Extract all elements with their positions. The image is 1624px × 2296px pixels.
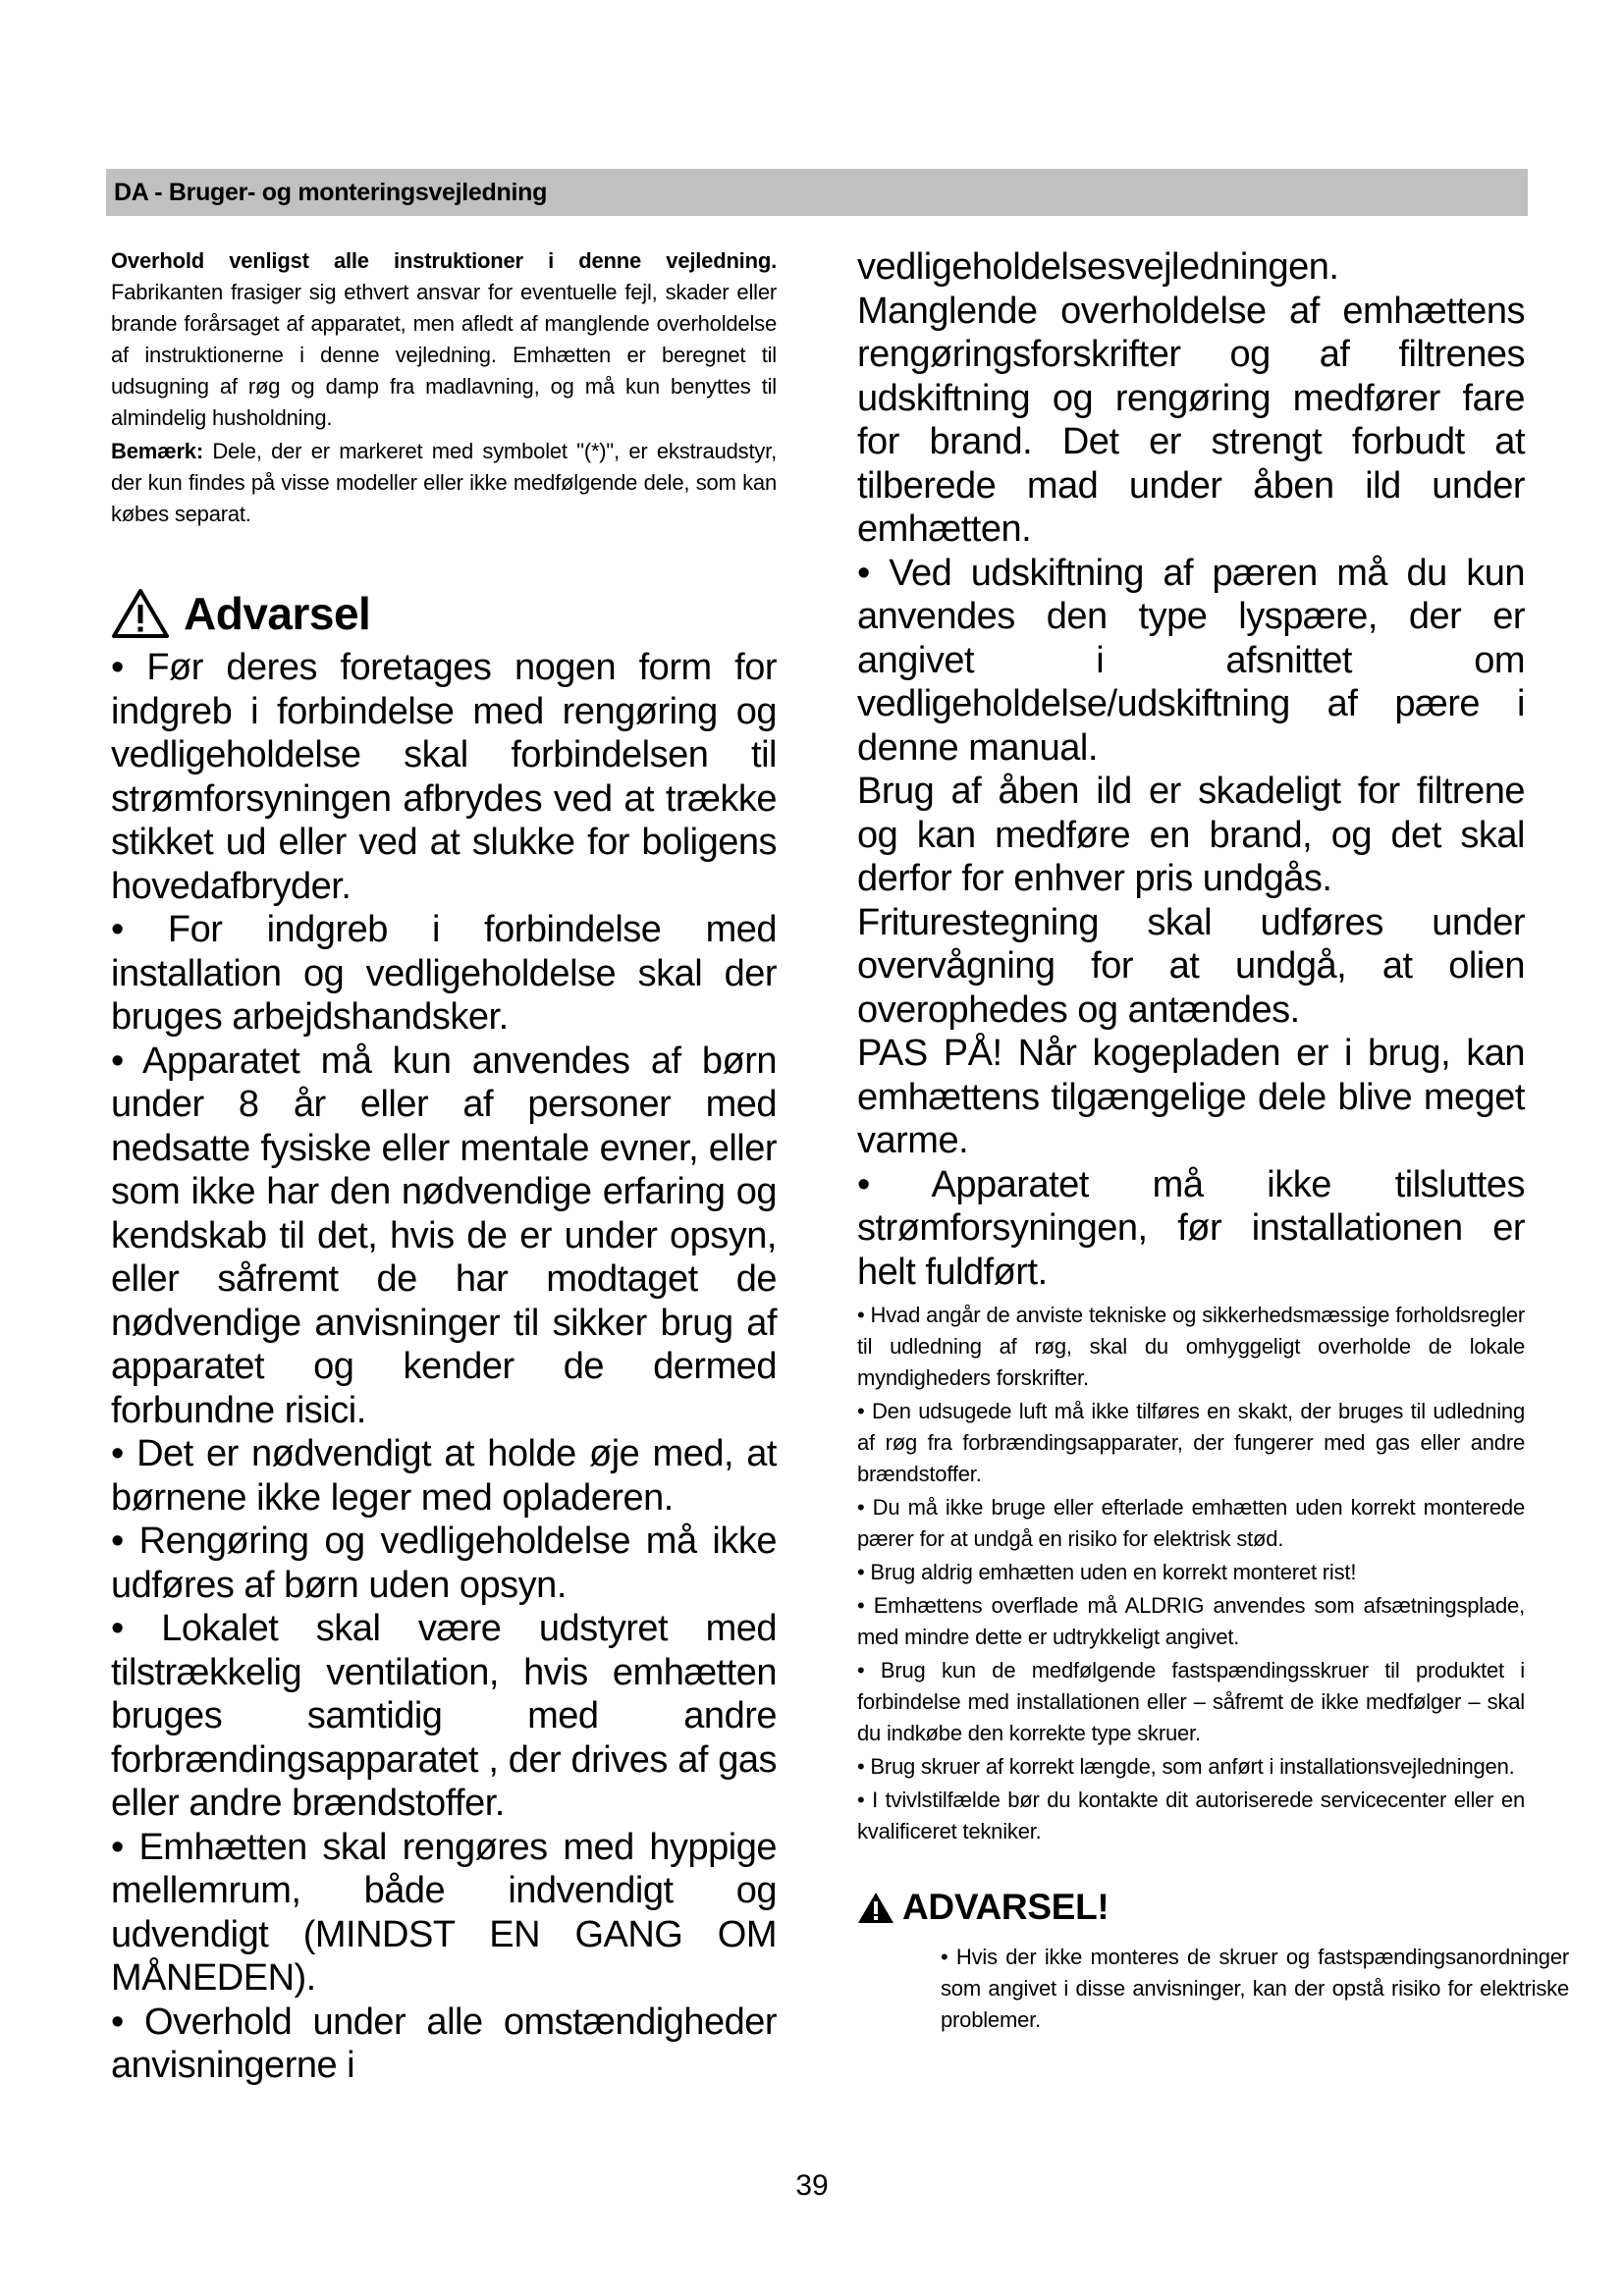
safety-item: • Hvad angår de anviste tekniske og sikkerhedsmæssige forholdsregler til udledning af røg, skal du omhyggeligt overholde de lokale myndigheders forskrifter. [857,1303,1525,1390]
section-header-bar [106,169,1528,216]
safety-item: • Brug kun de medfølgende fastspændingsskruer til produktet i forbindelse med installationen eller – såfremt de ikke medfølger – skal du indkøbe den korrekte type skruer. [857,1658,1525,1745]
warning2-title: ADVARSEL! [902,1887,1110,1927]
intro-paragraph [111,245,777,434]
warning-item: • Apparatet må kun anvendes af børn under 8 år eller af personer med nedsatte fysiske eller mentale evner, eller som ikke har den nødvendige erfaring og kendskab til det, hvis de er under opsyn, eller såfremt de har modtaget de nødvendige anvisninger til sikker brug af apparatet og kender de dermed forbundne risici. [111,1040,777,1431]
bulb-replacement-item: • Ved udskiftning af pæren må du kun anvendes den type lyspære, der er angivet i afsnittet om vedligeholdelse/udskiftning af pære i denne manual. [857,552,1525,769]
warning-item: • Det er nødvendigt at holde øje med, at børnene ikke leger med opladeren. [111,1433,777,1519]
warning-item: • Før deres foretages nogen form for indgreb i forbindelse med rengøring og vedligeholdelse skal forbindelsen til strømforsyningen afbrydes ved at trække stikket ud eller ved at slukke for boligens hovedafbryder. [111,647,777,907]
right-column [857,245,1569,2036]
warning-heading [111,587,777,640]
section-header-title: DA - Bruger- og monteringsvejledning [114,179,548,206]
warning-triangle-outline-icon [111,588,170,639]
warning-title: Advarsel [184,588,371,639]
warning-item: • Lokalet skal være udstyret med tilstrækkelig ventilation, hvis emhætten bruges samtidig med andre forbrændingsapparatet , der drives af gas eller andre brændstoffer. [111,1608,777,1824]
warning-item: • Overhold under alle omstændigheder anvisningerne i [111,2001,777,2086]
safety-item: • I tvivlstilfælde bør du kontakte dit autoriserede servicecenter eller en kvalificeret tekniker. [857,1788,1525,1843]
fire-risk-paragraph: Manglende overholdelse af emhættens rengøringsforskrifter og af filtrenes udskiftning og rengøring medfører fare for brand. Det er strengt forbudt at tilberede mad under åben ild under emhætten. [857,290,1525,550]
intro-bold-text: Overhold venligst alle instruktioner i denne vejledning. [111,248,777,273]
note-paragraph [111,436,777,530]
frying-paragraph: Friturestegning skal udføres under overvågning for at undgå, at olien overophedes og antændes. [857,901,1525,1031]
hot-parts-paragraph: PAS PÅ! Når kogepladen er i brug, kan emhættens tilgængelige dele blive meget varme. [857,1033,1525,1161]
safety-item: • Den udsugede luft må ikke tilføres en skakt, der bruges til udledning af røg fra forbrændingsapparater, der fungerer med gas eller andre brændstoffer. [857,1399,1525,1486]
safety-item: • Brug skruer af korrekt længde, som anført i installationsvejledningen. [857,1754,1515,1779]
connection-item: • Apparatet må ikke tilsluttes strømforsyningen, før installationen er helt fuldført. [857,1163,1525,1293]
note-text: Dele, der er markeret med symbolet "(*)", er ekstraudstyr, der kun findes på visse modeller eller ikke medfølgende dele, som kan købes separat. [111,439,777,526]
warning-item: • Rengøring og vedligeholdelse må ikke udføres af børn uden opsyn. [111,1521,777,1606]
safety-item: • Brug aldrig emhætten uden en korrekt monteret rist! [857,1560,1357,1584]
page-number: 39 [795,2169,829,2202]
safety-item: • Emhættens overflade må ALDRIG anvendes som afsætningsplade, med mindre dette er udtrykkeligt angivet. [857,1593,1525,1649]
warning2-heading [857,1887,1525,1928]
warning-item: • For indgreb i forbindelse med installation og vedligeholdelse skal der bruges arbejdshandsker. [111,909,777,1038]
warning2-item: • Hvis der ikke monteres de skruer og fastspændingsanordninger som angivet i disse anvisninger, kan der opstå risiko for elektriske problemer. [941,1945,1569,2032]
safety-item: • Du må ikke bruge eller efterlade emhætten uden korrekt monterede pærer for at undgå en risiko for elektrisk stød. [857,1495,1525,1551]
left-column [111,245,777,2088]
intro-text: Fabrikanten frasiger sig ethvert ansvar for eventuelle fejl, skader eller brande forårsaget af apparatet, men afledt af manglende overholdelse af instruktionerne i denne vejledning. Emhætten er beregnet til udsugning af røg og damp fra madlavning, og må kun benyttes til almindelig husholdning. [111,280,777,430]
continued-paragraph: vedligeholdelsesvejledningen. [857,246,1339,288]
warning-item: • Emhætten skal rengøres med hyppige mellemrum, både indvendigt og udvendigt (MINDST EN GANG OM MÅNEDEN). [111,1826,777,1999]
warning-triangle-filled-icon [857,1892,894,1924]
open-flame-paragraph: Brug af åben ild er skadeligt for filtrene og kan medføre en brand, og det skal derfor for enhver pris undgås. [857,771,1525,899]
note-label: Bemærk: [111,439,203,463]
